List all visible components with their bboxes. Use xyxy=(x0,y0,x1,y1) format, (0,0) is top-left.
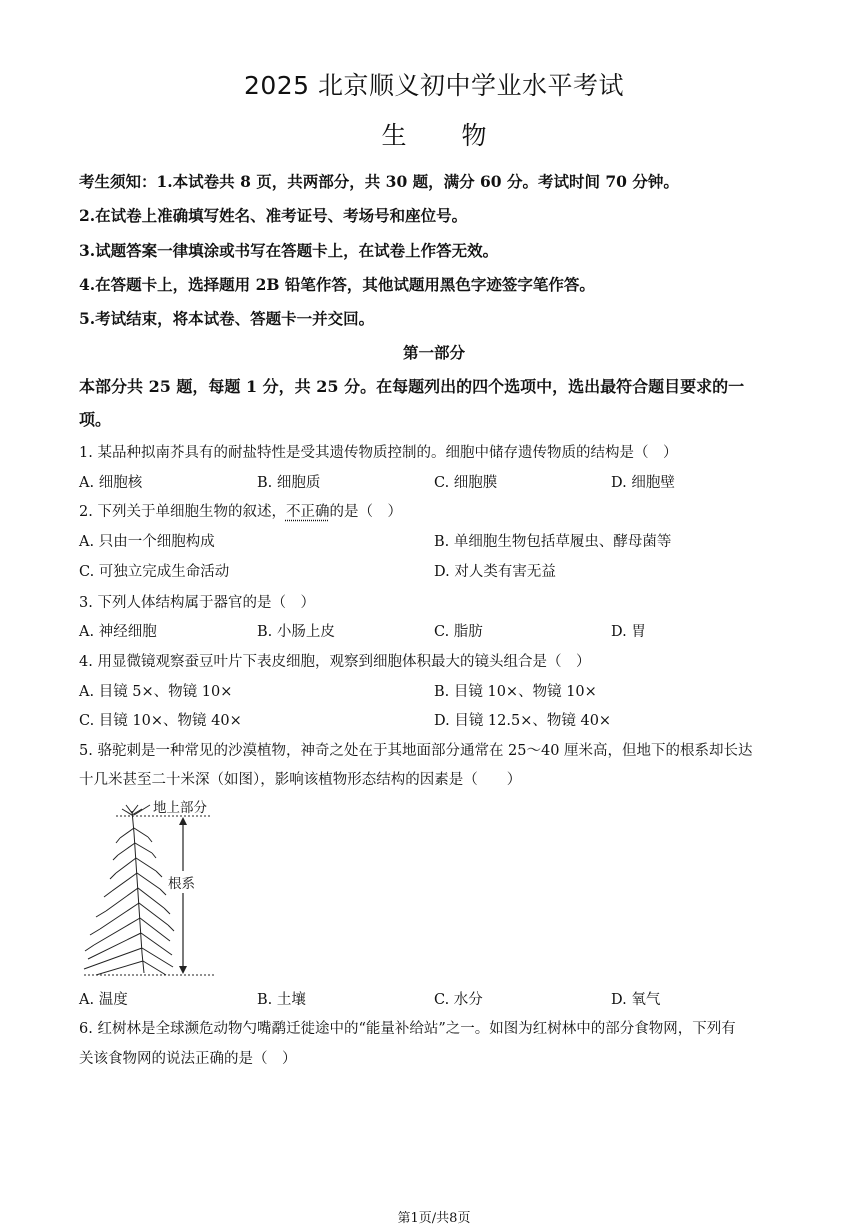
question-2-option-a: A. 只由一个细胞构成 xyxy=(79,534,215,550)
question-6-stem-line2: 关该食物网的说法正确的是（ ） xyxy=(79,1051,297,1067)
section-title: 第一部分 xyxy=(402,343,465,362)
question-5-option-a: A. 温度 xyxy=(79,992,128,1008)
question-2-stem xyxy=(79,500,402,521)
camel-thorn-root-figure xyxy=(76,793,226,983)
question-2-stem-pre: 2. 下列关于单细胞生物的叙述， xyxy=(79,504,286,520)
question-1-option-a: A. 细胞核 xyxy=(79,475,143,491)
figure-label-root-system: 根系 xyxy=(168,871,195,893)
question-6-stem-line1: 6. 红树林是全球濒危动物勺嘴鹬迁徙途中的“能量补给站”之一。如图为红树林中的部分食物网，下列有 xyxy=(79,1021,736,1037)
question-1-option-c: C. 细胞膜 xyxy=(434,475,498,491)
question-1-stem: 1. 某品种拟南芥具有的耐盐特性是受其遗传物质控制的。细胞中储存遗传物质的结构是（ ） xyxy=(79,445,678,461)
note-3: 3.试题答案一律填涂或书写在答题卡上，在试卷上作答无效。 xyxy=(79,241,499,260)
question-2-stem-emphasis: 不正确 xyxy=(285,504,330,520)
note-4: 4.在答题卡上，选择题用 2B 铅笔作答，其他试题用黑色字迹签字笔作答。 xyxy=(79,275,595,294)
section-intro-line2: 项。 xyxy=(79,410,112,429)
question-4-option-c: C. 目镜 10×、物镜 40× xyxy=(79,713,242,729)
note-5: 5.考试结束，将本试卷、答题卡一并交回。 xyxy=(79,309,375,328)
question-4-option-b: B. 目镜 10×、物镜 10× xyxy=(434,684,597,700)
subject-char-1: 生 xyxy=(381,121,407,150)
question-3-stem: 3. 下列人体结构属于器官的是（ ） xyxy=(79,595,315,611)
question-5-option-d: D. 氧气 xyxy=(611,992,661,1008)
question-4-stem: 4. 用显微镜观察蚕豆叶片下表皮细胞，观察到细胞体积最大的镜头组合是（ ） xyxy=(79,654,591,670)
question-4-option-d: D. 目镜 12.5×、物镜 40× xyxy=(434,713,612,729)
note-2: 2.在试卷上准确填写姓名、准考证号、考场号和座位号。 xyxy=(79,206,468,225)
figure-label-above-ground: 地上部分 xyxy=(153,800,207,816)
question-1-option-d: D. 细胞壁 xyxy=(611,475,675,491)
question-3-option-c: C. 脂肪 xyxy=(434,624,483,640)
question-5-stem-line2: 十几米甚至二十米深（如图），影响该植物形态结构的因素是（ ） xyxy=(79,772,522,788)
subject-char-2: 物 xyxy=(461,121,487,150)
question-1-option-b: B. 细胞质 xyxy=(257,475,321,491)
question-3-option-b: B. 小肠上皮 xyxy=(257,624,335,640)
question-2-option-b: B. 单细胞生物包括草履虫、酵母菌等 xyxy=(434,534,672,550)
page-number: 第1页/共8页 xyxy=(397,1211,471,1226)
note-1: 考生须知：1.本试卷共 8 页，共两部分，共 30 题，满分 60 分。考试时间 70 分钟。 xyxy=(79,172,679,191)
question-3-option-d: D. 胃 xyxy=(611,624,646,640)
question-5-stem-line1: 5. 骆驼刺是一种常见的沙漠植物，神奇之处在于其地面部分通常在 25～40 厘米高，但地下的根系却长达 xyxy=(79,743,753,759)
root-system-illustration xyxy=(76,793,226,983)
question-2-stem-post: 的是（ ） xyxy=(329,504,402,520)
question-2-option-c: C. 可独立完成生命活动 xyxy=(79,564,230,580)
question-3-option-a: A. 神经细胞 xyxy=(79,624,157,640)
subject-title xyxy=(0,116,868,152)
question-2-option-d: D. 对人类有害无益 xyxy=(434,564,556,580)
exam-title: 2025 北京顺义初中学业水平考试 xyxy=(243,71,625,100)
question-5-option-c: C. 水分 xyxy=(434,992,483,1008)
question-5-option-b: B. 土壤 xyxy=(257,992,306,1008)
section-intro-line1: 本部分共 25 题，每题 1 分，共 25 分。在每题列出的四个选项中，选出最符合题目要求的一 xyxy=(79,377,745,396)
question-4-option-a: A. 目镜 5×、物镜 10× xyxy=(79,684,233,700)
